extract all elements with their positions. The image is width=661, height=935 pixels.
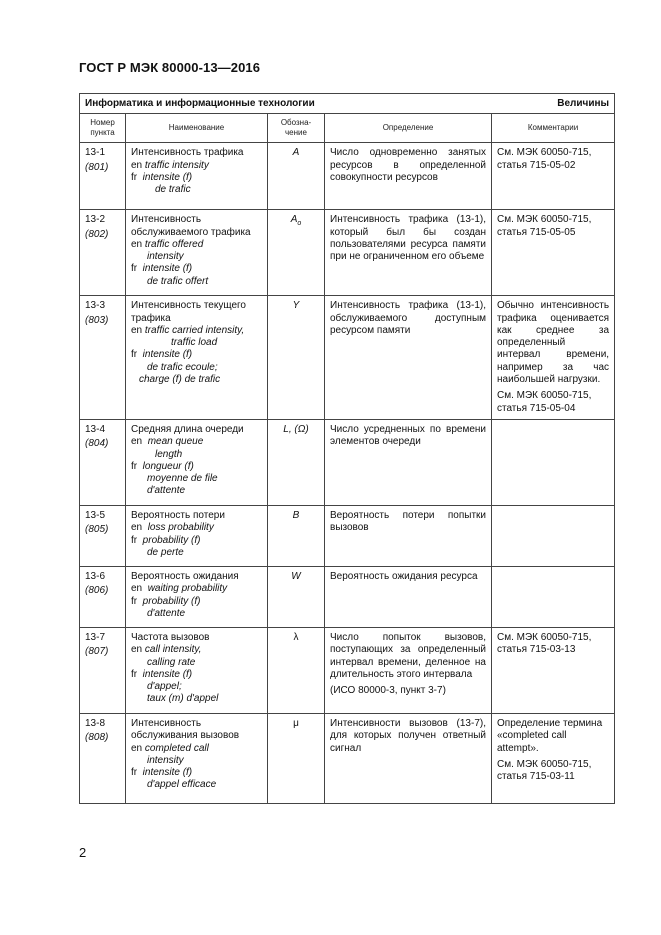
section-category: Величины	[557, 98, 610, 109]
item-comment: Обычно интенсивность трафика оценивается как среднее за определенный интервал времени, например за час наибольшей нагрузки. См. МЭК 60050-715, статья 715-05-04	[492, 296, 615, 420]
item-symbol: λ	[268, 627, 325, 713]
item-name: Средняя длина очереди en mean queue length fr longueur (f) moyenne de file d'attente	[126, 419, 268, 505]
item-definition: Число усредненных по времени элементов очереди	[325, 419, 492, 505]
item-comment	[492, 419, 615, 505]
item-symbol: B	[268, 505, 325, 566]
item-definition: Вероятность потери попытки вызовов	[325, 505, 492, 566]
col-header-symbol: Обозна- чение	[268, 114, 325, 143]
item-comment: Определение термина «completed call attempt». См. МЭК 60050-715, статья 715-03-11	[492, 713, 615, 803]
item-comment: См. МЭК 60050-715, статья 715-05-02	[492, 143, 615, 210]
table-row	[80, 143, 615, 210]
item-name: Интенсивность трафика en traffic intensity fr intensite (f) de trafic	[126, 143, 268, 210]
item-definition: Число одновременно занятых ресурсов в определенной совокупности ресурсов	[325, 143, 492, 210]
col-header-number: Номер пункта	[80, 114, 126, 143]
table-row	[80, 210, 615, 296]
item-definition: Интенсивность трафика (13-1), обслуживаемого доступным ресурсом памяти	[325, 296, 492, 420]
item-name: Вероятность потери en loss probability fr probability (f) de perte	[126, 505, 268, 566]
item-definition: Интенсивности вызовов (13-7), для которых получен ответный сигнал	[325, 713, 492, 803]
item-name: Интенсивность обслуживания вызовов en completed call intensity fr intensite (f) d'appel efficace	[126, 713, 268, 803]
item-definition: Вероятность ожидания ресурса	[325, 566, 492, 627]
item-comment: См. МЭК 60050-715, статья 715-03-13	[492, 627, 615, 713]
col-header-definition: Определение	[325, 114, 492, 143]
item-comment: См. МЭК 60050-715, статья 715-05-05	[492, 210, 615, 296]
item-symbol: L, (Ω)	[268, 419, 325, 505]
item-comment	[492, 566, 615, 627]
item-comment	[492, 505, 615, 566]
table-row	[80, 713, 615, 803]
item-definition: Интенсивность трафика (13-1), который был бы создан пользователями ресурса памяти при не ограниченном его объеме	[325, 210, 492, 296]
item-name: Интенсивность обслуживаемого трафика en traffic offered intensity fr intensite (f) de trafic offert	[126, 210, 268, 296]
table-row	[80, 566, 615, 627]
item-definition: Число попыток вызовов, поступающих за определенный интервал времени, деленное на длительность этого интервала (ИСО 80000-3, пункт 3-7)	[325, 627, 492, 713]
section-header-row	[80, 94, 615, 114]
table-row	[80, 419, 615, 505]
column-header-row	[80, 114, 615, 143]
item-number: 13-5 (805)	[80, 505, 126, 566]
col-header-name: Наименование	[126, 114, 268, 143]
item-number: 13-8 (808)	[80, 713, 126, 803]
item-name: Вероятность ожидания en waiting probability fr probability (f) d'attente	[126, 566, 268, 627]
item-symbol: μ	[268, 713, 325, 803]
item-symbol: Y	[268, 296, 325, 420]
item-symbol: A	[268, 143, 325, 210]
item-name: Интенсивность текущего трафика en traffic carried intensity, traffic load fr intensite (f) de trafic ecoule; charge (f) de trafic	[126, 296, 268, 420]
table-row	[80, 505, 615, 566]
table-row	[80, 296, 615, 420]
item-number: 13-7 (807)	[80, 627, 126, 713]
item-number: 13-3 (803)	[80, 296, 126, 420]
item-name: Частота вызовов en call intensity, calling rate fr intensite (f) d'appel; taux (m) d'appel	[126, 627, 268, 713]
document-header: ГОСТ Р МЭК 80000-13—2016	[79, 60, 261, 75]
table-row	[80, 627, 615, 713]
section-title: Информатика и информационные технологии	[85, 98, 315, 109]
terms-table	[79, 93, 615, 804]
page-number: 2	[79, 845, 87, 860]
item-symbol: W	[268, 566, 325, 627]
item-number: 13-4 (804)	[80, 419, 126, 505]
col-header-comments: Комментарии	[492, 114, 615, 143]
item-number: 13-6 (806)	[80, 566, 126, 627]
item-symbol: $A_o$	[268, 210, 325, 296]
item-number: 13-1 (801)	[80, 143, 126, 210]
item-number: 13-2 (802)	[80, 210, 126, 296]
